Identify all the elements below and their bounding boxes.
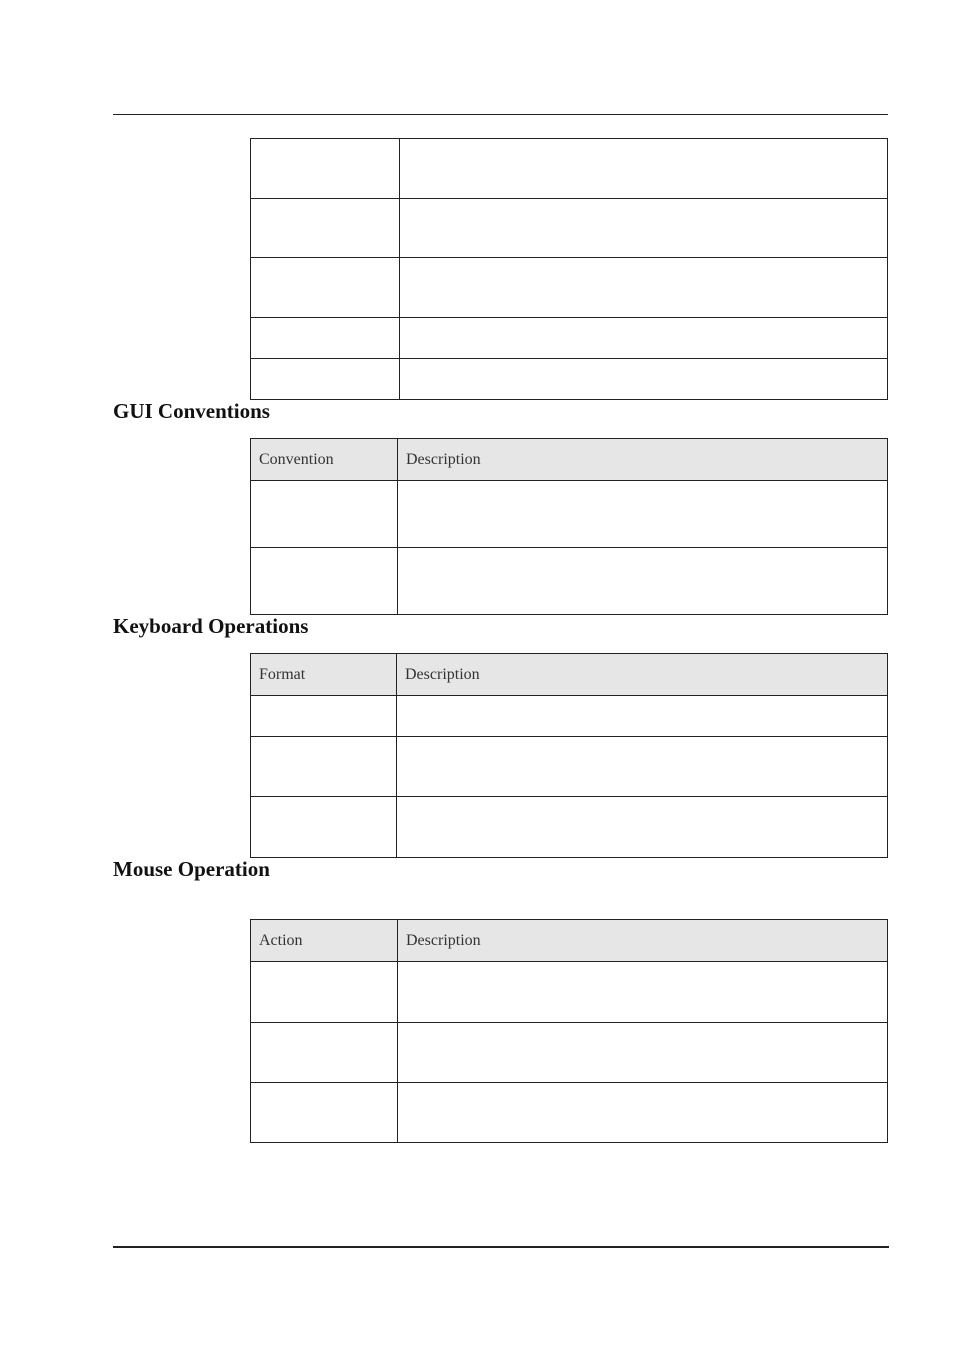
table-row [251,1083,888,1143]
table-row [251,199,888,258]
table-cell [251,548,398,615]
column-header-description: Description [398,439,888,481]
table-row [251,962,888,1023]
gui-conventions-table [250,438,888,615]
keyboard-operations-table [250,653,888,858]
table-cell [398,481,888,548]
column-header-description: Description [397,654,888,696]
table-cell [251,1083,398,1143]
table-row [251,258,888,318]
table-cell [400,318,888,359]
table-cell [400,359,888,400]
table-cell [251,199,400,258]
table-header-row [251,654,888,696]
table-row [251,696,888,737]
table-cell [398,1083,888,1143]
mouse-operation-table [250,919,888,1143]
header-rule [113,114,888,115]
table-cell [251,481,398,548]
column-header-action: Action [251,920,398,962]
table-cell [251,258,400,318]
table-header-row [251,439,888,481]
table-row [251,359,888,400]
footer-rule [113,1246,889,1248]
table-row [251,318,888,359]
table-cell [251,797,397,858]
table-cell [398,548,888,615]
table-cell [251,139,400,199]
table-cell [400,258,888,318]
table-cell [400,199,888,258]
table-cell [398,1023,888,1083]
gui-conventions-heading: GUI Conventions [113,399,270,423]
column-header-convention: Convention [251,439,398,481]
table-cell [397,797,888,858]
table-cell [251,359,400,400]
keyboard-operations-heading: Keyboard Operations [113,614,309,638]
table-row [251,548,888,615]
table-row [251,737,888,797]
table-cell [251,1023,398,1083]
table-cell [251,962,398,1023]
table-cell [251,318,400,359]
table-cell [398,962,888,1023]
table-row [251,1023,888,1083]
column-header-format: Format [251,654,397,696]
column-header-description: Description [398,920,888,962]
table-cell [251,737,397,797]
table-row [251,139,888,199]
table-cell [400,139,888,199]
table-cell [251,696,397,737]
continued-table [250,138,888,400]
table-cell [397,737,888,797]
table-row [251,481,888,548]
table-header-row [251,920,888,962]
table-cell [397,696,888,737]
table-row [251,797,888,858]
mouse-operation-heading: Mouse Operation [113,857,270,881]
